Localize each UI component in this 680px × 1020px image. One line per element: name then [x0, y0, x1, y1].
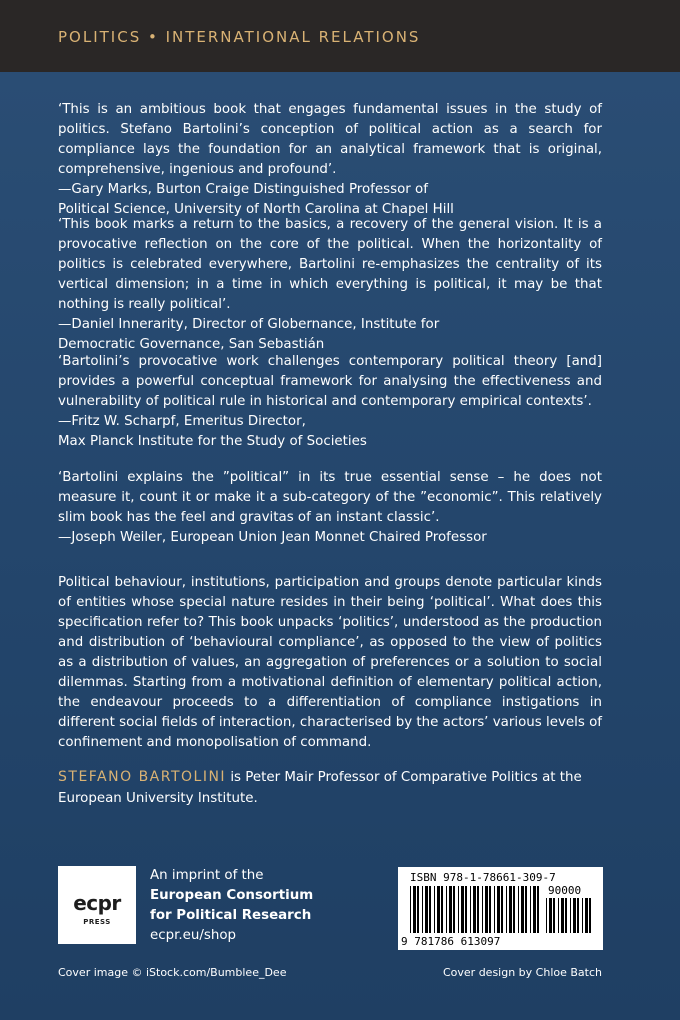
logo-mark: ecpr — [73, 891, 121, 915]
barcode-bar — [417, 886, 419, 933]
barcode-bar — [413, 886, 416, 933]
addon-barcode-bars — [546, 898, 591, 933]
barcode-bar — [506, 886, 507, 933]
barcode-bar — [537, 886, 539, 933]
barcode-bar — [525, 886, 527, 933]
barcode-graphic — [398, 867, 603, 950]
barcode-bar — [425, 886, 428, 933]
endorsement-quote-2 — [58, 215, 602, 355]
quote-attribution-line-1: —Fritz W. Scharpf, Emeritus Director, — [58, 414, 306, 429]
quote-text: ‘Bartolini explains the ”political” in its true essential sense – he does not measure it, count it or make it a sub-category of the ”economic”. This relatively slim book has the feel and gravitas of an instant classic’. — [58, 470, 602, 525]
quote-attribution-line-2: Political Science, University of North Carolina at Chapel Hill — [58, 202, 454, 217]
barcode-bar — [518, 886, 519, 933]
barcode-bar — [422, 886, 423, 933]
barcode-bar — [465, 886, 467, 933]
quote-attribution-line-2: Max Planck Institute for the Study of Societies — [58, 434, 367, 449]
cover-image-credit: Cover image © iStock.com/Bumblee_Dee — [58, 966, 287, 979]
publisher-name-line-2: for Political Research — [150, 908, 312, 923]
isbn-text: ISBN 978-1-78661-309-7 — [410, 871, 556, 884]
price-code: 90000 — [548, 884, 582, 897]
isbn-barcode — [398, 867, 603, 950]
category-line: POLITICS • INTERNATIONAL RELATIONS — [58, 28, 421, 46]
quote-text: ‘Bartolini’s provocative work challenges contemporary political theory [and] provides a powerful conceptual framework for analysing the effectiveness and vulnerability of political rule in historical and contemporary empirical contexts’. — [58, 354, 602, 409]
barcode-bar — [494, 886, 495, 933]
barcode-bar — [485, 886, 488, 933]
ecpr-press-logo — [58, 866, 136, 944]
barcode-bar — [530, 886, 531, 933]
book-description: Political behaviour, institutions, participation and groups denote particular kinds of entities whose special nature resides in their being ‘political’. What does this specification refer to? This book unpacks ‘politics’, understood as the production and distribution of ‘behavioural compliance’, as opposed to the view of politics as a distribution of values, an aggregation of preferences or a solution to social dilemmas. Starting from a motivational definition of elementary political action, the endeavour proceeds to a differentiation of compliance instigations in different social fields of interaction, characterised by the actors’ various levels of confinement and monopolisation of command. — [58, 575, 602, 750]
author-bio-text: is Peter Mair Professor of Comparative Politics at the European University Institute. — [58, 770, 582, 806]
barcode-bar — [470, 886, 471, 933]
author-name: STEFANO BARTOLINI — [58, 769, 227, 785]
barcode-bar — [458, 886, 459, 933]
barcode-bar — [461, 886, 464, 933]
barcode-bar — [449, 886, 452, 933]
publisher-url[interactable]: ecpr.eu/shop — [150, 928, 237, 943]
barcode-bar — [410, 886, 411, 933]
barcode-bar — [446, 886, 447, 933]
quote-attribution-line-1: —Daniel Innerarity, Director of Globernance, Institute for — [58, 317, 440, 332]
barcode-bar — [509, 886, 512, 933]
barcode-bar — [585, 898, 588, 933]
quote-text: ‘This is an ambitious book that engages fundamental issues in the study of politics. Stefano Bartolini’s conception of political action as a search for compliance lays the foundation for an analytical framework that is original, comprehensive, ingenious and profound’. — [58, 102, 602, 177]
main-barcode-bars — [410, 886, 539, 933]
quote-text: ‘This book marks a return to the basics, a recovery of the general vision. It is a provocative reflection on the core of the political. When the horizontality of politics is celebrated everywhere, Bartolini re-emphasizes the centrality of its vertical dimension; in a time in which everything is political, it may be that nothing is really political’. — [58, 217, 602, 312]
barcode-bar — [521, 886, 524, 933]
barcode-bar — [565, 898, 567, 933]
barcode-bar — [434, 886, 435, 933]
cover-design-credit: Cover design by Chloe Batch — [442, 966, 602, 979]
barcode-bar — [441, 886, 443, 933]
quote-attribution-line-1: —Gary Marks, Burton Craige Distinguished Professor of — [58, 182, 428, 197]
barcode-bar — [489, 886, 491, 933]
barcode-bar — [570, 898, 571, 933]
barcode-bar — [453, 886, 455, 933]
top-band — [0, 0, 680, 72]
barcode-bar — [429, 886, 431, 933]
logo-subtitle: PRESS — [83, 918, 111, 926]
barcode-bar — [549, 898, 552, 933]
endorsement-quote-3 — [58, 352, 602, 452]
publisher-imprint — [150, 866, 370, 946]
barcode-bar — [558, 898, 559, 933]
barcode-bar — [589, 898, 591, 933]
barcode-bar — [553, 898, 555, 933]
barcode-bar — [513, 886, 515, 933]
barcode-bar — [533, 886, 536, 933]
barcode-bar — [546, 898, 547, 933]
barcode-bar — [573, 898, 576, 933]
barcode-bar — [582, 898, 583, 933]
barcode-bar — [501, 886, 503, 933]
publisher-name-line-1: European Consortium — [150, 888, 314, 903]
barcode-bar — [473, 886, 476, 933]
quote-attribution-line-1: —Joseph Weiler, European Union Jean Monnet Chaired Professor — [58, 530, 487, 545]
barcode-bar — [482, 886, 483, 933]
imprint-line: An imprint of the — [150, 868, 264, 883]
quote-attribution-line-2: Democratic Governance, San Sebastián — [58, 337, 325, 352]
barcode-bar — [577, 898, 579, 933]
endorsement-quote-4 — [58, 468, 602, 548]
barcode-bar — [497, 886, 500, 933]
barcode-bar — [437, 886, 440, 933]
ean-digits: 9 781786 613097 — [401, 935, 501, 948]
endorsement-quote-1 — [58, 100, 602, 220]
barcode-bar — [477, 886, 479, 933]
barcode-bar — [561, 898, 564, 933]
author-bio — [58, 767, 602, 809]
